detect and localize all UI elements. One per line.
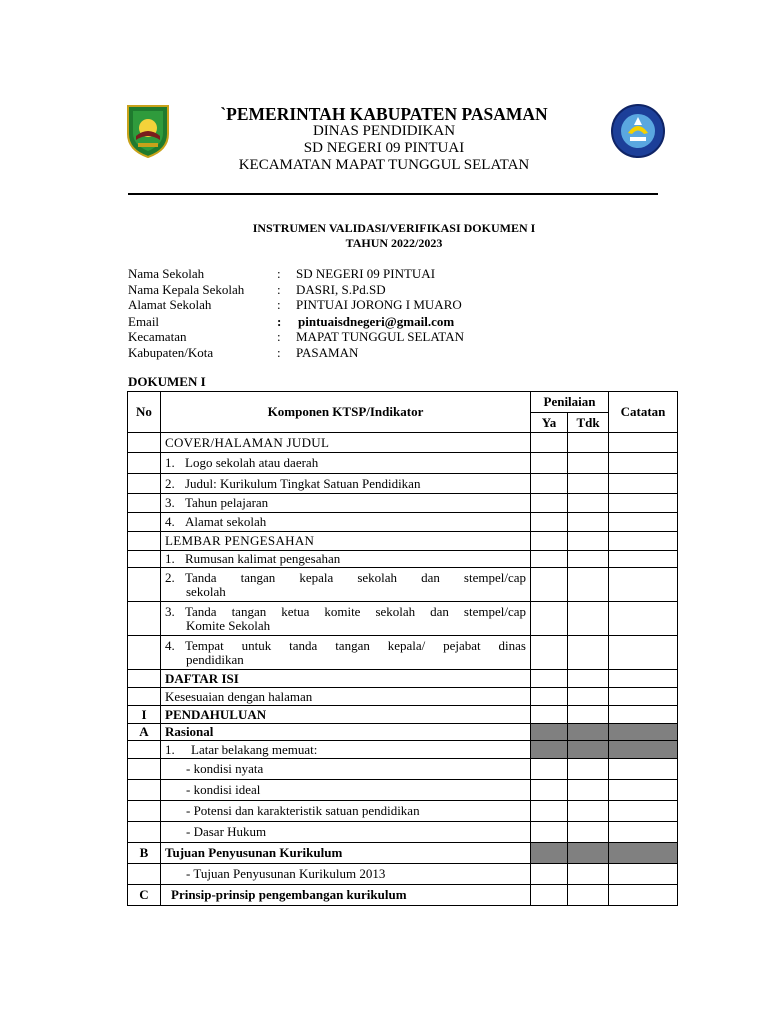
info-value: MAPAT TUNGGUL SELATAN: [296, 329, 464, 344]
item-text-continued: sekolah: [186, 583, 226, 599]
row-no: A: [128, 724, 161, 741]
ya-cell[interactable]: [531, 433, 568, 453]
ya-cell[interactable]: [531, 513, 568, 532]
catatan-cell[interactable]: [609, 759, 678, 780]
item-text: Logo sekolah atau daerah: [185, 455, 319, 470]
row-text: [161, 453, 531, 474]
table-row: [128, 885, 678, 906]
row-text: Kesesuaian dengan halaman: [161, 688, 531, 706]
catatan-cell[interactable]: [609, 636, 678, 670]
item-number: 2.: [165, 475, 175, 491]
ya-cell[interactable]: [531, 822, 568, 843]
row-no: [128, 453, 161, 474]
ya-cell[interactable]: [531, 551, 568, 568]
tdk-cell[interactable]: [568, 513, 609, 532]
header-tdk: Tdk: [568, 413, 609, 433]
info-label: Nama Sekolah: [128, 266, 205, 281]
item-text: Tahun pelajaran: [185, 495, 269, 510]
ya-cell[interactable]: [531, 801, 568, 822]
header-line-3: SD NEGERI 09 PINTUAI: [303, 140, 465, 156]
table-row: [128, 864, 678, 885]
item-number: 3.: [165, 603, 175, 619]
item-number: 1.: [165, 455, 175, 470]
document-year: TAHUN 2022/2023: [345, 236, 443, 250]
table-row: [128, 843, 678, 864]
row-no: [128, 602, 161, 636]
row-no: [128, 636, 161, 670]
row-no: I: [128, 706, 161, 724]
ya-cell-disabled: [531, 843, 568, 864]
row-text: [161, 513, 531, 532]
item-text: Judul: Kurikulum Tingkat Satuan Pendidikan: [185, 475, 421, 491]
item-number: 2.: [165, 569, 175, 585]
header-ya: Ya: [531, 413, 568, 433]
table-row: [128, 688, 678, 706]
row-text: - Tujuan Penyusunan Kurikulum 2013: [161, 864, 531, 885]
catatan-cell[interactable]: [609, 864, 678, 885]
tdk-cell[interactable]: [568, 864, 609, 885]
info-colon: :: [277, 314, 282, 329]
row-no: [128, 864, 161, 885]
ya-cell[interactable]: [531, 759, 568, 780]
item-number: 4.: [165, 514, 175, 529]
row-text: [161, 636, 531, 670]
item-line: [165, 639, 526, 653]
row-text: [161, 474, 531, 494]
tdk-cell-disabled: [568, 741, 609, 759]
table-row: [128, 636, 678, 670]
row-no: [128, 494, 161, 513]
catatan-cell[interactable]: [609, 602, 678, 636]
info-value: DASRI, S.Pd.SD: [296, 282, 386, 297]
row-text: - kondisi nyata: [161, 759, 531, 780]
catatan-cell[interactable]: [609, 670, 678, 688]
ya-cell[interactable]: [531, 864, 568, 885]
row-no: [128, 759, 161, 780]
tdk-cell-disabled: [568, 843, 609, 864]
info-value: PASAMAN: [296, 345, 359, 360]
tdk-cell[interactable]: [568, 474, 609, 494]
item-line: [165, 571, 526, 585]
tdk-cell[interactable]: [568, 759, 609, 780]
info-value: PINTUAI JORONG I MUARO: [296, 297, 462, 312]
tdk-cell[interactable]: [568, 801, 609, 822]
tdk-cell[interactable]: [568, 636, 609, 670]
header-divider: [128, 193, 658, 195]
catatan-cell[interactable]: [609, 885, 678, 906]
header-line-4: KECAMATAN MAPAT TUNGGUL SELATAN: [238, 157, 530, 173]
table-row: [128, 801, 678, 822]
catatan-cell[interactable]: [609, 453, 678, 474]
catatan-cell-disabled: [609, 724, 678, 741]
ya-cell[interactable]: [531, 706, 568, 724]
row-text: DAFTAR ISI: [161, 670, 531, 688]
catatan-cell[interactable]: [609, 688, 678, 706]
item-number: 3.: [165, 495, 175, 510]
row-no: C: [128, 885, 161, 906]
catatan-cell[interactable]: [609, 513, 678, 532]
catatan-cell[interactable]: [609, 551, 678, 568]
ya-cell[interactable]: [531, 670, 568, 688]
row-text: [161, 568, 531, 602]
table-row: [128, 670, 678, 688]
ya-cell[interactable]: [531, 474, 568, 494]
row-no: [128, 688, 161, 706]
tdk-cell[interactable]: [568, 688, 609, 706]
row-text: [161, 602, 531, 636]
tdk-cell[interactable]: [568, 885, 609, 906]
row-no: [128, 801, 161, 822]
row-text: [161, 741, 531, 759]
item-text-continued: Komite Sekolah: [186, 617, 271, 633]
catatan-cell[interactable]: [609, 568, 678, 602]
tdk-cell[interactable]: [568, 670, 609, 688]
row-no: [128, 822, 161, 843]
info-value: pintuaisdnegeri@gmail.com: [298, 314, 455, 329]
row-text: Tujuan Penyusunan Kurikulum: [161, 843, 531, 864]
row-no: [128, 433, 161, 453]
ya-cell-disabled: [531, 741, 568, 759]
ya-cell[interactable]: [531, 532, 568, 551]
info-colon: :: [277, 329, 281, 344]
catatan-cell[interactable]: [609, 532, 678, 551]
section-label: DOKUMEN I: [128, 374, 206, 389]
catatan-cell[interactable]: [609, 474, 678, 494]
ya-cell[interactable]: [531, 494, 568, 513]
item-text: Tanda tangan ketua komite sekolah dan stempel/cap: [185, 603, 526, 619]
tdk-cell[interactable]: [568, 433, 609, 453]
item-text: Latar belakang memuat:: [191, 741, 318, 757]
header-line-1: `PEMERINTAH KABUPATEN PASAMAN: [220, 104, 548, 124]
tdk-cell-disabled: [568, 724, 609, 741]
tdk-cell[interactable]: [568, 453, 609, 474]
table-row: [128, 551, 678, 568]
info-label: Email: [128, 314, 160, 329]
table-row: [128, 513, 678, 532]
table-row: [128, 706, 678, 724]
info-colon: :: [277, 282, 281, 297]
info-label: Alamat Sekolah: [128, 297, 212, 312]
row-text: COVER/HALAMAN JUDUL: [161, 433, 531, 453]
item-line: [165, 605, 526, 619]
catatan-cell[interactable]: [609, 706, 678, 724]
table-row: [128, 822, 678, 843]
row-no: [128, 780, 161, 801]
catatan-cell-disabled: [609, 843, 678, 864]
ya-cell[interactable]: [531, 453, 568, 474]
catatan-cell-disabled: [609, 741, 678, 759]
table-row: [128, 453, 678, 474]
document-title: INSTRUMEN VALIDASI/VERIFIKASI DOKUMEN I: [252, 221, 536, 235]
row-text: - Potensi dan karakteristik satuan pendidikan: [161, 801, 531, 822]
tdk-cell[interactable]: [568, 494, 609, 513]
tdk-cell[interactable]: [568, 568, 609, 602]
item-text: Tempat untuk tanda tangan kepala/ pejabat dinas: [185, 637, 526, 653]
item-number: 1.: [165, 741, 175, 757]
row-text: Rasional: [161, 724, 531, 741]
row-text: LEMBAR PENGESAHAN: [161, 532, 531, 551]
row-no: [128, 532, 161, 551]
row-no: [128, 670, 161, 688]
info-colon: :: [277, 345, 281, 360]
tdk-cell[interactable]: [568, 822, 609, 843]
catatan-cell[interactable]: [609, 801, 678, 822]
info-colon: :: [277, 297, 281, 312]
info-label: Nama Kepala Sekolah: [128, 282, 245, 297]
row-no: [128, 568, 161, 602]
tdk-cell[interactable]: [568, 706, 609, 724]
row-text: - kondisi ideal: [161, 780, 531, 801]
table-row: [128, 724, 678, 741]
catatan-cell[interactable]: [609, 433, 678, 453]
header-komponen: Komponen KTSP/Indikator: [161, 392, 531, 433]
tdk-cell[interactable]: [568, 602, 609, 636]
info-colon: :: [277, 266, 281, 281]
tdk-cell[interactable]: [568, 780, 609, 801]
catatan-cell[interactable]: [609, 494, 678, 513]
item-number: 4.: [165, 637, 175, 653]
info-label: Kecamatan: [128, 329, 187, 344]
validation-table: [127, 391, 678, 906]
item-number: 1.: [165, 551, 175, 566]
table-row: [128, 602, 678, 636]
row-text: Prinsip-prinsip pengembangan kurikulum: [161, 885, 531, 906]
table-row: [128, 494, 678, 513]
table-row: [128, 568, 678, 602]
table-row: [128, 532, 678, 551]
tdk-cell[interactable]: [568, 532, 609, 551]
header-penilaian: Penilaian: [531, 392, 609, 413]
info-label: Kabupaten/Kota: [128, 345, 214, 360]
ya-cell[interactable]: [531, 780, 568, 801]
table-row: [128, 741, 678, 759]
header-line-2: DINAS PENDIDIKAN: [312, 123, 456, 139]
info-value: SD NEGERI 09 PINTUAI: [296, 266, 436, 281]
item-text-continued: pendidikan: [186, 651, 244, 667]
table-row: [128, 780, 678, 801]
header-no: No: [128, 392, 161, 433]
row-no: [128, 513, 161, 532]
ya-cell-disabled: [531, 724, 568, 741]
table-row: [128, 474, 678, 494]
tdk-cell[interactable]: [568, 551, 609, 568]
row-no: [128, 551, 161, 568]
ya-cell[interactable]: [531, 636, 568, 670]
item-text: Alamat sekolah: [185, 514, 267, 529]
ya-cell[interactable]: [531, 602, 568, 636]
catatan-cell[interactable]: [609, 822, 678, 843]
row-text: [161, 551, 531, 568]
header-catatan: Catatan: [609, 392, 678, 433]
row-text: - Dasar Hukum: [161, 822, 531, 843]
row-no: [128, 741, 161, 759]
table-row: [128, 433, 678, 453]
item-text: Rumusan kalimat pengesahan: [185, 551, 341, 566]
row-text: PENDAHULUAN: [161, 706, 531, 724]
table-row: [128, 759, 678, 780]
catatan-cell[interactable]: [609, 780, 678, 801]
row-text: [161, 494, 531, 513]
row-no: B: [128, 843, 161, 864]
ya-cell[interactable]: [531, 688, 568, 706]
ya-cell[interactable]: [531, 885, 568, 906]
ya-cell[interactable]: [531, 568, 568, 602]
row-no: [128, 474, 161, 494]
item-text: Tanda tangan kepala sekolah dan stempel/cap: [185, 569, 526, 585]
